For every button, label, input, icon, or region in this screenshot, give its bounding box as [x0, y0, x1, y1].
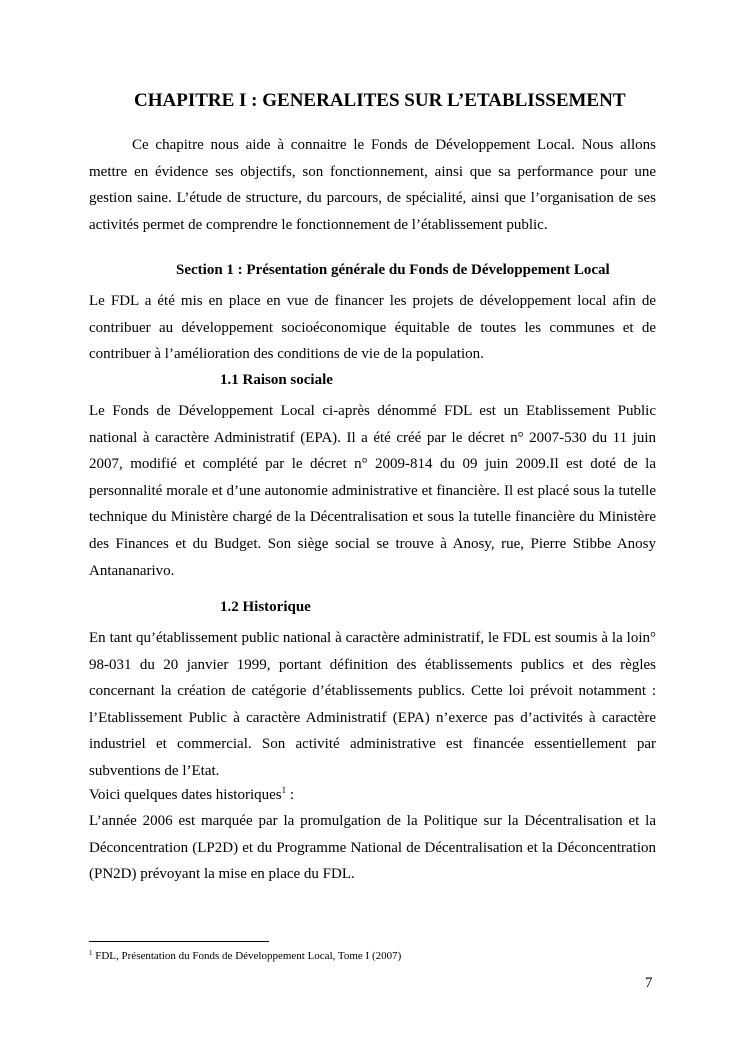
section-1-paragraph: Le FDL a été mis en place en vue de financer les projets de développement local afin de contribuer au développement socioéconomique équitable de toutes les communes et de contribuer à l’amélioration des conditions de vie de la population. — [89, 293, 656, 363]
section-1-title: Section 1 : Présentation générale du Fonds de Développement Local — [176, 262, 610, 278]
chapter-title: CHAPITRE I : GENERALITES SUR L’ETABLISSEMENT — [134, 90, 626, 111]
footnote-number: 1 — [89, 949, 93, 957]
historical-dates-intro-text: Voici quelques dates historiques — [89, 787, 282, 803]
subsection-1-1-title: 1.1 Raison sociale — [220, 372, 333, 388]
chapter-intro-paragraph: Ce chapitre nous aide à connaitre le Fonds de Développement Local. Nous allons mettre en évidence ses objectifs, son fonctionnement, ainsi que sa performance pour une gestion saine. L’étude de structure, du parcours, de spécialité, ainsi que l’organisation de ses activités permet de comprendre le fonctionnement de l’établissement public. — [89, 137, 656, 233]
footnote-separator — [89, 941, 269, 942]
subsection-1-2-paragraph-2: L’année 2006 est marquée par la promulgation de la Politique sur la Décentralisation et la Déconcentration (LP2D) et du Programme National de Décentralisation et la Déconcentration (PN2D) prévoyant la mise en place du FDL. — [89, 813, 656, 883]
subsection-1-2-title: 1.2 Historique — [220, 599, 311, 615]
page-number: 7 — [645, 975, 653, 991]
footnote — [89, 949, 401, 963]
footnote-text: FDL, Présentation du Fonds de Développement Local, Tome I (2007) — [92, 950, 402, 962]
historical-dates-intro — [89, 785, 656, 805]
footnote-reference[interactable]: 1 — [281, 785, 287, 795]
historical-dates-intro-suffix: : — [286, 787, 295, 803]
subsection-1-1-paragraph: Le Fonds de Développement Local ci-après dénommé FDL est un Etablissement Public national à caractère Administratif (EPA). Il a été créé par le décret n° 2007-530 du 11 juin 2007, modifié et complété par le décret n° 2009-814 du 09 juin 2009.Il est doté de la personnalité morale et d’une autonomie administrative et financière. Il est placé sous la tutelle technique du Ministère chargé de la Décentralisation et sous la tutelle financière du Ministère des Finances et du Budget. Son siège social se trouve à Anosy, rue, Pierre Stibbe Anosy Antananarivo. — [89, 403, 656, 579]
subsection-1-2-paragraph: En tant qu’établissement public national à caractère administratif, le FDL est soumis à la loin° 98-031 du 20 janvier 1999, portant définition des établissements publics et des règles concernant la création de catégorie d’établissements publics. Cette loi prévoit notamment : l’Etablissement Public à caractère Administratif (EPA) n’exerce pas d’activités à caractère industriel et commercial. Son activité administrative est financée essentiellement par subventions de l’Etat. — [89, 630, 656, 779]
